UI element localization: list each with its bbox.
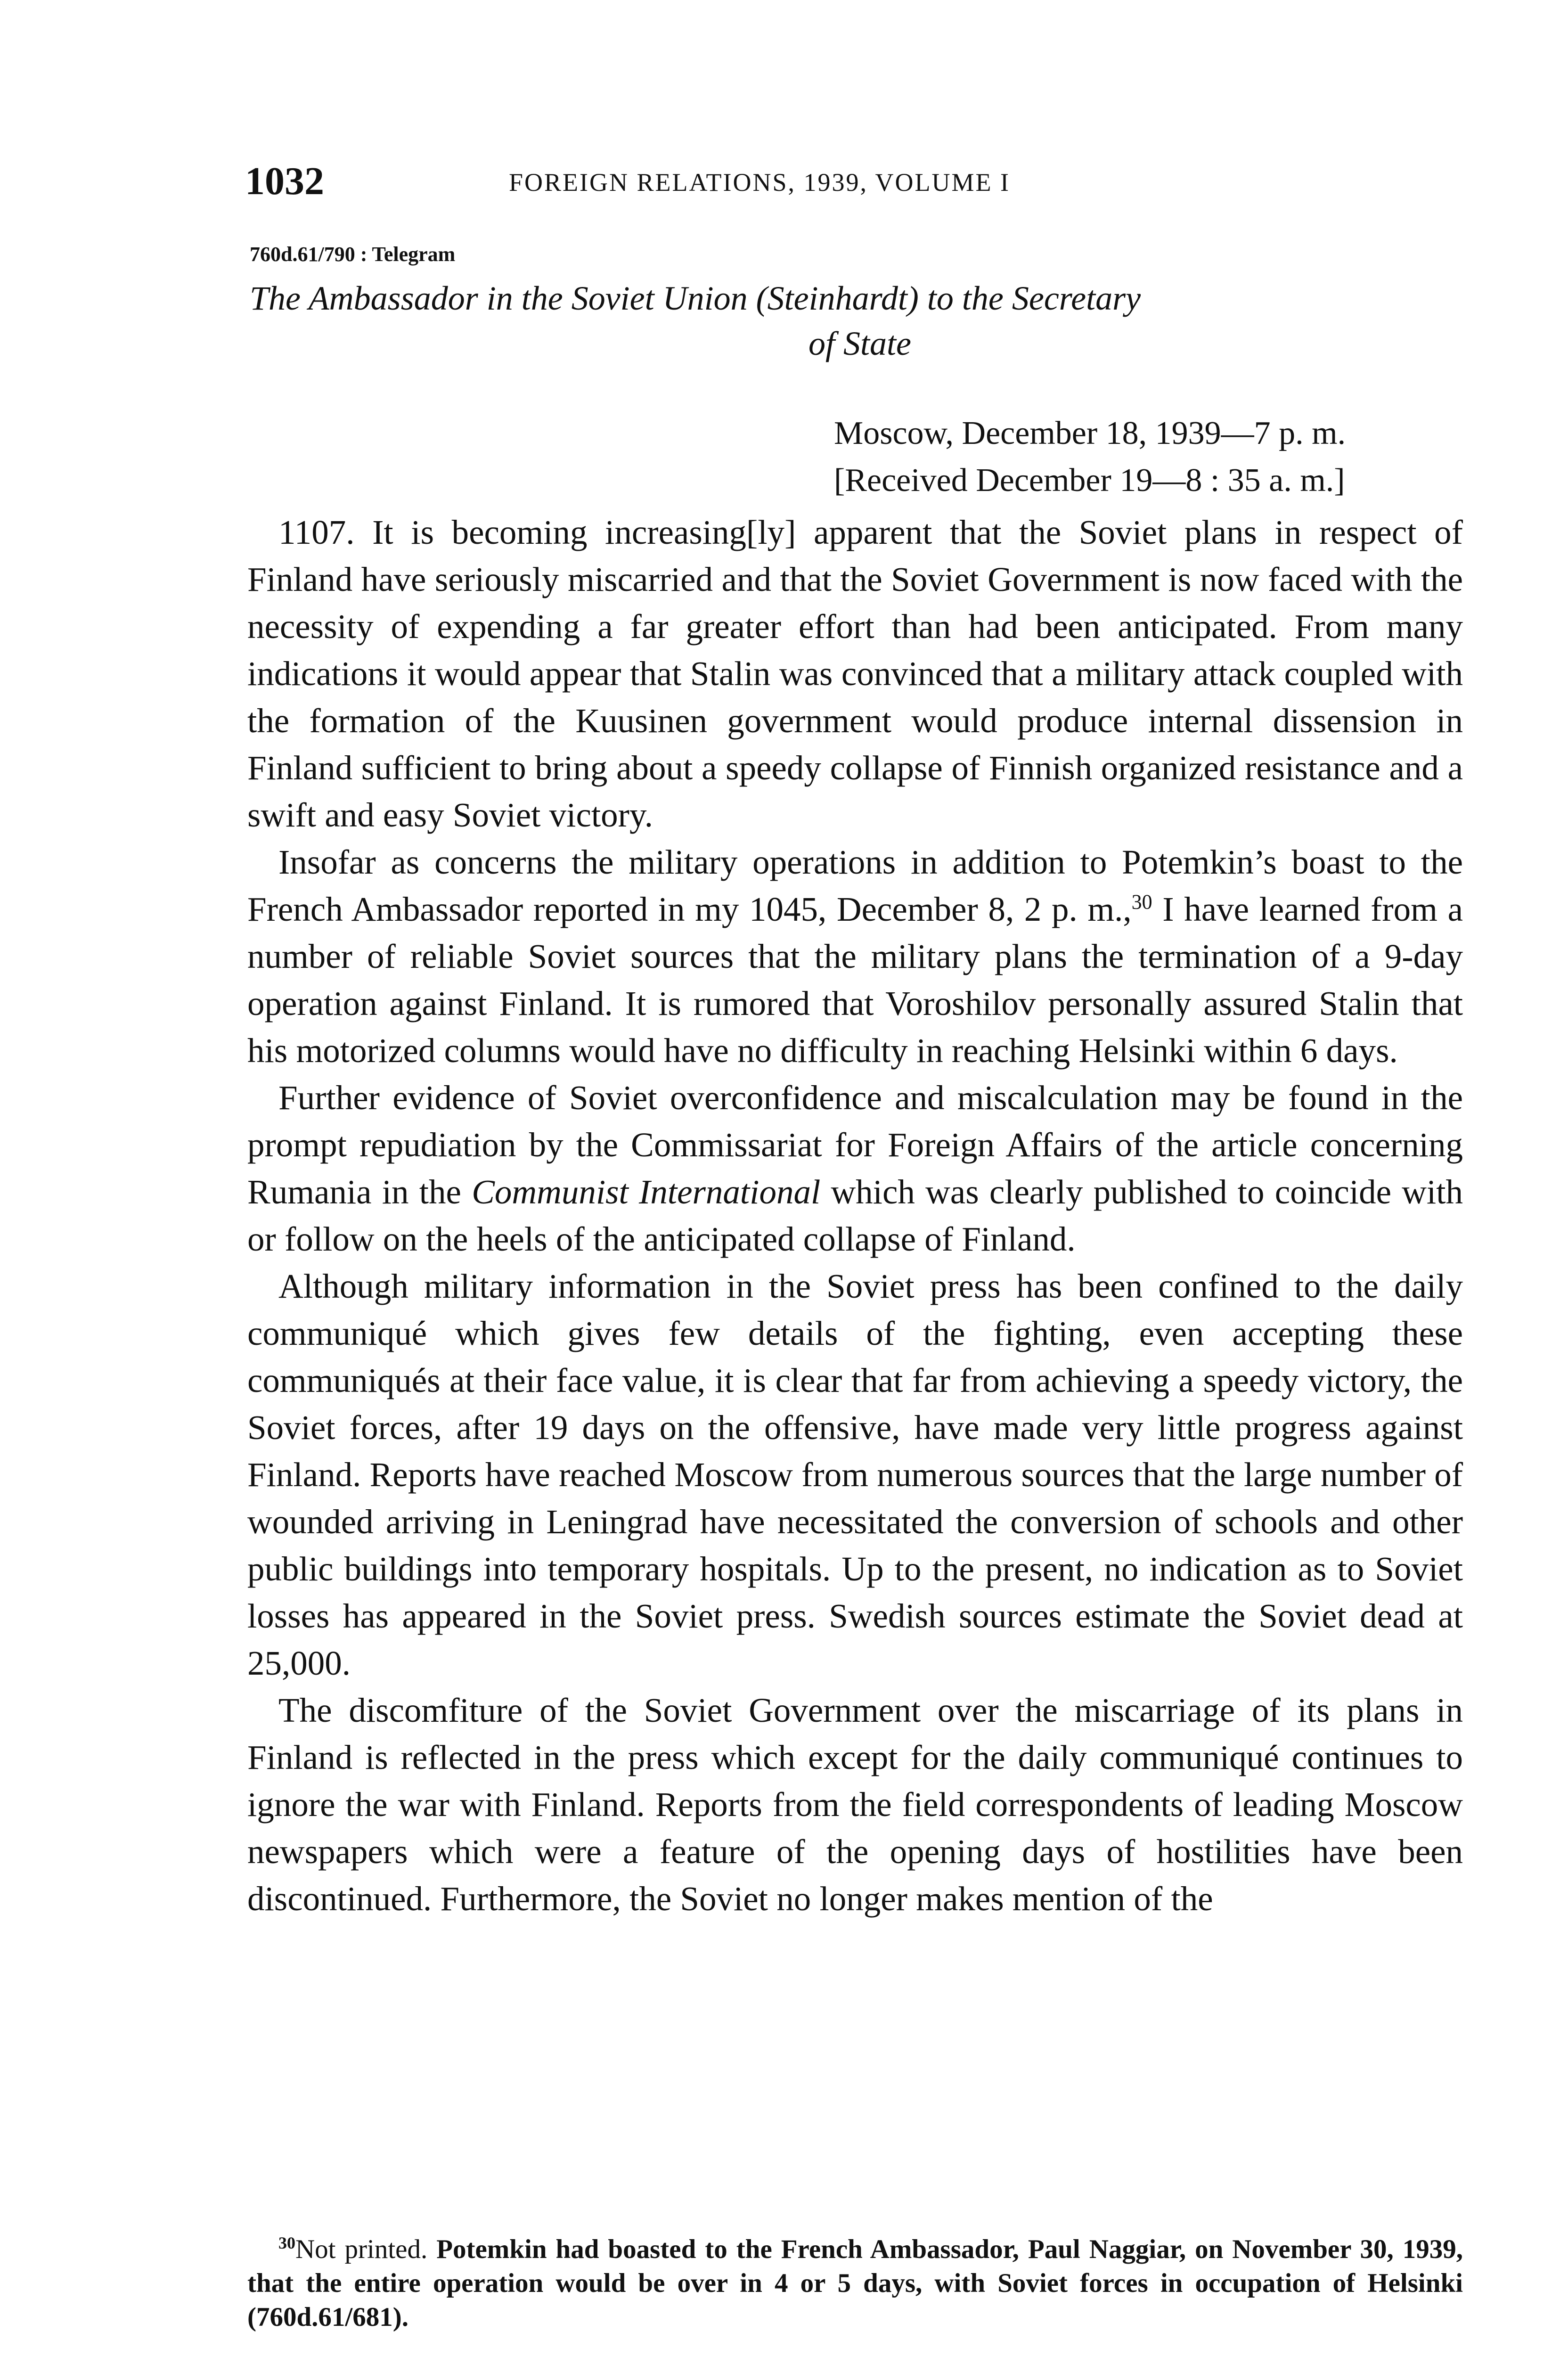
- telegram-body: [247, 509, 1463, 1922]
- footnote-text: Potemkin had boasted to the French Ambassador, Paul Naggiar, on November 30, 1939, that the entire operation would be over in 4 or 5 days, with Soviet forces in occupation of Helsinki (760d.61/681).: [247, 2234, 1463, 2332]
- running-title: FOREIGN RELATIONS, 1939, VOLUME I: [509, 168, 1010, 196]
- footnote-30: [247, 2233, 1463, 2334]
- footnote-reference[interactable]: 30: [1131, 890, 1152, 914]
- document-title-line-1: The Ambassador in the Soviet Union (Steinhardt) to the Secretary: [250, 279, 1141, 317]
- dateline-received: [Received December 19—8 : 35 a. m.]: [834, 462, 1345, 499]
- dateline: [834, 410, 1346, 504]
- footnote-lead: Not printed.: [295, 2234, 428, 2264]
- paragraph-1: 1107. It is becoming increasing[ly] apparent that the Soviet plans in respect of Finland have seriously miscarried and that the Soviet Government is now faced with the necessity of expending a far greater effort than had been anticipated. From many indications it would appear that Stalin was convinced that a military attack coupled with the formation of the Kuusinen government would produce internal dissension in Finland sufficient to bring about a speedy collapse of Finnish organized resistance and a swift and easy Soviet victory.: [247, 513, 1463, 834]
- paragraph-5: The discomfiture of the Soviet Government over the miscarriage of its plans in Finland is reflected in the press which except for the daily communiqué continues to ignore the war with Finland. Reports from the field correspondents of leading Moscow newspapers which were a feature of the opening days of hostilities have been discontinued. Furthermore, the Soviet no longer makes mention of the: [247, 1691, 1463, 1918]
- footnote-marker: 30: [278, 2233, 295, 2252]
- paragraph-3-text-b: which was clearly published to coincide with or follow on the heels of the anticipated collapse of Finland.: [247, 1173, 1463, 1258]
- document-file-reference: 760d.61/790 : Telegram: [250, 243, 456, 266]
- running-head: [245, 155, 1324, 207]
- page-number: 1032: [245, 159, 324, 203]
- paragraph-2-text-a: Insofar as concerns the military operations in addition to Potemkin’s boast to the French Ambassador reported in my 1045, December 8, 2 p. m.,: [247, 843, 1463, 928]
- paragraph-2-text-b: I have learned from a number of reliable Soviet sources that the military plans the termination of a 9-day operation against Finland. It is rumored that Voroshilov personally assured Stalin that his motorized columns would have no difficulty in reaching Helsinki within 6 days.: [247, 890, 1463, 1070]
- paragraph-3: [247, 1074, 1463, 1263]
- paragraph-2: [247, 839, 1463, 1074]
- document-title-line-2: of State: [808, 325, 911, 362]
- paragraph-4: Although military information in the Soviet press has been confined to the daily communiqué which gives few details of the fighting, even accepting these communiqués at their face value, it is clear that far from achieving a speedy victory, the Soviet forces, after 19 days on the offensive, have made very little progress against Finland. Reports have reached Moscow from numerous sources that the large number of wounded arriving in Leningrad have necessitated the conversion of schools and other public buildings into temporary hospitals. Up to the present, no indication as to Soviet losses has appeared in the Soviet press. Swedish sources estimate the Soviet dead at 25,000.: [247, 1267, 1463, 1682]
- paragraph-3-text-a: Further evidence of Soviet overconfidence and miscalculation may be found in the prompt repudiation by the Commissariat for Foreign Affairs of the article concerning Rumania in the: [247, 1079, 1463, 1211]
- document-title: [250, 276, 1545, 366]
- publication-title: Communist International: [472, 1173, 821, 1211]
- dateline-sent: Moscow, December 18, 1939—7 p. m.: [834, 415, 1346, 451]
